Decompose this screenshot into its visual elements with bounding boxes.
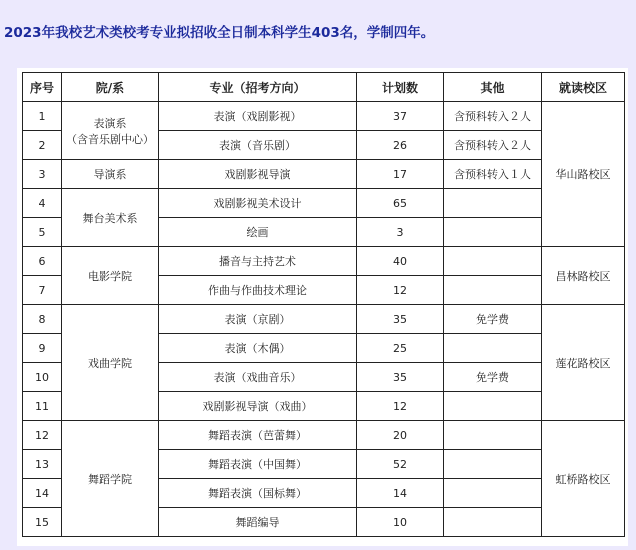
cell-other: 免学费 <box>444 363 542 392</box>
cell-major: 作曲与作曲技术理论 <box>159 276 357 305</box>
table-row <box>23 189 625 218</box>
cell-no: 3 <box>23 160 62 189</box>
cell-other: 含预科转入２人 <box>444 131 542 160</box>
cell-plan: 17 <box>357 160 444 189</box>
cell-plan: 52 <box>357 450 444 479</box>
cell-dept: 舞台美术系 <box>62 189 159 247</box>
header-dept: 院/系 <box>62 73 159 102</box>
page-heading: 2023年我校艺术类校考专业拟招收全日制本科学生403名，学制四年。 <box>4 25 435 41</box>
cell-plan: 12 <box>357 276 444 305</box>
cell-plan: 14 <box>357 479 444 508</box>
cell-other: 含预科转入２人 <box>444 102 542 131</box>
cell-campus: 昌林路校区 <box>542 247 625 305</box>
cell-other: 含预科转入１人 <box>444 160 542 189</box>
cell-major: 表演（音乐剧） <box>159 131 357 160</box>
table-container <box>17 68 628 546</box>
cell-plan: 26 <box>357 131 444 160</box>
cell-other <box>444 189 542 218</box>
cell-campus: 莲花路校区 <box>542 305 625 421</box>
cell-other <box>444 508 542 537</box>
cell-plan: 10 <box>357 508 444 537</box>
cell-plan: 35 <box>357 305 444 334</box>
cell-major: 表演（戏剧影视） <box>159 102 357 131</box>
cell-major: 表演（京剧） <box>159 305 357 334</box>
cell-dept: 表演系 （含音乐剧中心） <box>62 102 159 160</box>
cell-major: 戏剧影视美术设计 <box>159 189 357 218</box>
cell-major: 舞蹈表演（中国舞） <box>159 450 357 479</box>
cell-major: 戏剧影视导演 <box>159 160 357 189</box>
cell-major: 舞蹈表演（芭蕾舞） <box>159 421 357 450</box>
cell-major: 播音与主持艺术 <box>159 247 357 276</box>
cell-no: 4 <box>23 189 62 218</box>
cell-no: 1 <box>23 102 62 131</box>
cell-other <box>444 450 542 479</box>
cell-no: 13 <box>23 450 62 479</box>
cell-plan: 35 <box>357 363 444 392</box>
header-campus: 就读校区 <box>542 73 625 102</box>
table-row <box>23 247 625 276</box>
cell-major: 舞蹈编导 <box>159 508 357 537</box>
cell-major: 戏剧影视导演（戏曲） <box>159 392 357 421</box>
cell-plan: 25 <box>357 334 444 363</box>
cell-no: 2 <box>23 131 62 160</box>
cell-no: 6 <box>23 247 62 276</box>
table-row <box>23 102 625 131</box>
cell-no: 10 <box>23 363 62 392</box>
cell-major: 表演（戏曲音乐） <box>159 363 357 392</box>
cell-dept: 电影学院 <box>62 247 159 305</box>
cell-other <box>444 218 542 247</box>
cell-no: 14 <box>23 479 62 508</box>
cell-no: 7 <box>23 276 62 305</box>
cell-plan: 3 <box>357 218 444 247</box>
cell-no: 8 <box>23 305 62 334</box>
cell-no: 9 <box>23 334 62 363</box>
cell-plan: 65 <box>357 189 444 218</box>
enrollment-table <box>22 72 625 537</box>
cell-no: 11 <box>23 392 62 421</box>
cell-plan: 37 <box>357 102 444 131</box>
cell-no: 12 <box>23 421 62 450</box>
table-row <box>23 305 625 334</box>
header-plan: 计划数 <box>357 73 444 102</box>
header-major: 专业（招考方向） <box>159 73 357 102</box>
cell-plan: 20 <box>357 421 444 450</box>
cell-major: 表演（木偶） <box>159 334 357 363</box>
cell-plan: 12 <box>357 392 444 421</box>
header-no: 序号 <box>23 73 62 102</box>
header-other: 其他 <box>444 73 542 102</box>
cell-other <box>444 479 542 508</box>
cell-no: 15 <box>23 508 62 537</box>
cell-major: 绘画 <box>159 218 357 247</box>
cell-other <box>444 334 542 363</box>
table-row <box>23 421 625 450</box>
cell-campus: 华山路校区 <box>542 102 625 247</box>
cell-dept: 戏曲学院 <box>62 305 159 421</box>
cell-other: 免学费 <box>444 305 542 334</box>
cell-dept: 舞蹈学院 <box>62 421 159 537</box>
cell-other <box>444 247 542 276</box>
table-header-row <box>23 73 625 102</box>
table-row <box>23 160 625 189</box>
cell-major: 舞蹈表演（国标舞） <box>159 479 357 508</box>
cell-other <box>444 276 542 305</box>
cell-other <box>444 392 542 421</box>
cell-dept: 导演系 <box>62 160 159 189</box>
cell-other <box>444 421 542 450</box>
cell-plan: 40 <box>357 247 444 276</box>
cell-campus: 虹桥路校区 <box>542 421 625 537</box>
cell-no: 5 <box>23 218 62 247</box>
